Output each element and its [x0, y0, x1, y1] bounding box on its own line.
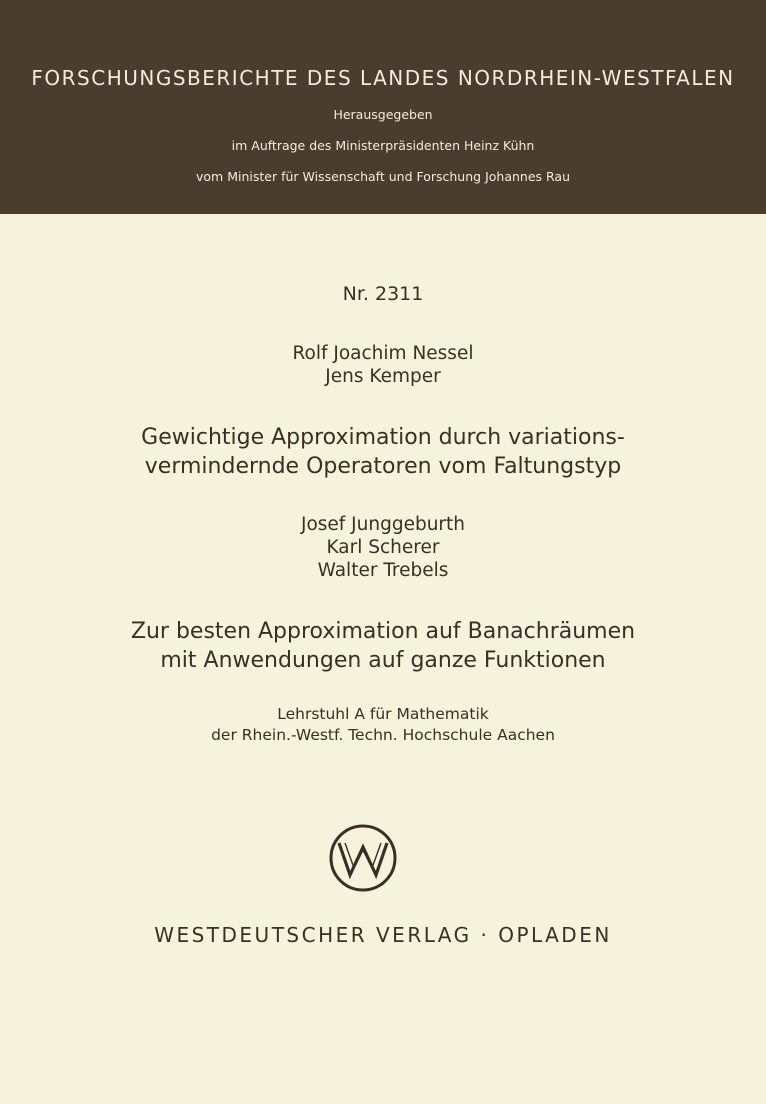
part1-title: [0, 423, 766, 481]
institution-line: der Rhein.-Westf. Techn. Hochschule Aachen: [211, 726, 555, 744]
author-name: Josef Junggeburth: [300, 514, 466, 535]
institution-line: Lehrstuhl A für Mathematik: [277, 705, 489, 723]
report-number: Nr. 2311: [342, 283, 424, 305]
header-minister-line: vom Minister für Wissenschaft und Forschung Johannes Rau: [196, 169, 570, 184]
publisher-imprint: WESTDEUTSCHER VERLAG · OPLADEN: [154, 923, 612, 947]
author-name: Rolf Joachim Nessel: [292, 343, 474, 364]
author-name: Karl Scherer: [326, 537, 440, 558]
author-name: Jens Kemper: [325, 366, 441, 387]
author-name: Walter Trebels: [317, 560, 449, 581]
title-line: vermindernde Operatoren vom Faltungstyp: [144, 454, 622, 479]
title-line: Zur besten Approximation auf Banachräumen: [130, 619, 636, 644]
logo-circle: [331, 826, 395, 890]
part1-authors: [0, 342, 766, 388]
part2-authors: [0, 513, 766, 582]
part2-title: [0, 617, 766, 675]
series-title: FORSCHUNGSBERICHTE DES LANDES NORDRHEIN-WESTFALEN: [31, 66, 735, 90]
series-header: [0, 0, 766, 214]
header-editor-line: Herausgegeben: [333, 107, 433, 122]
header-commission-line: im Auftrage des Ministerpräsidenten Heinz Kühn: [231, 138, 535, 153]
title-line: Gewichtige Approximation durch variations-: [141, 425, 625, 450]
institution: [0, 704, 766, 746]
title-line: mit Anwendungen auf ganze Funktionen: [160, 648, 606, 673]
publisher-w-logo-icon: [328, 823, 398, 893]
